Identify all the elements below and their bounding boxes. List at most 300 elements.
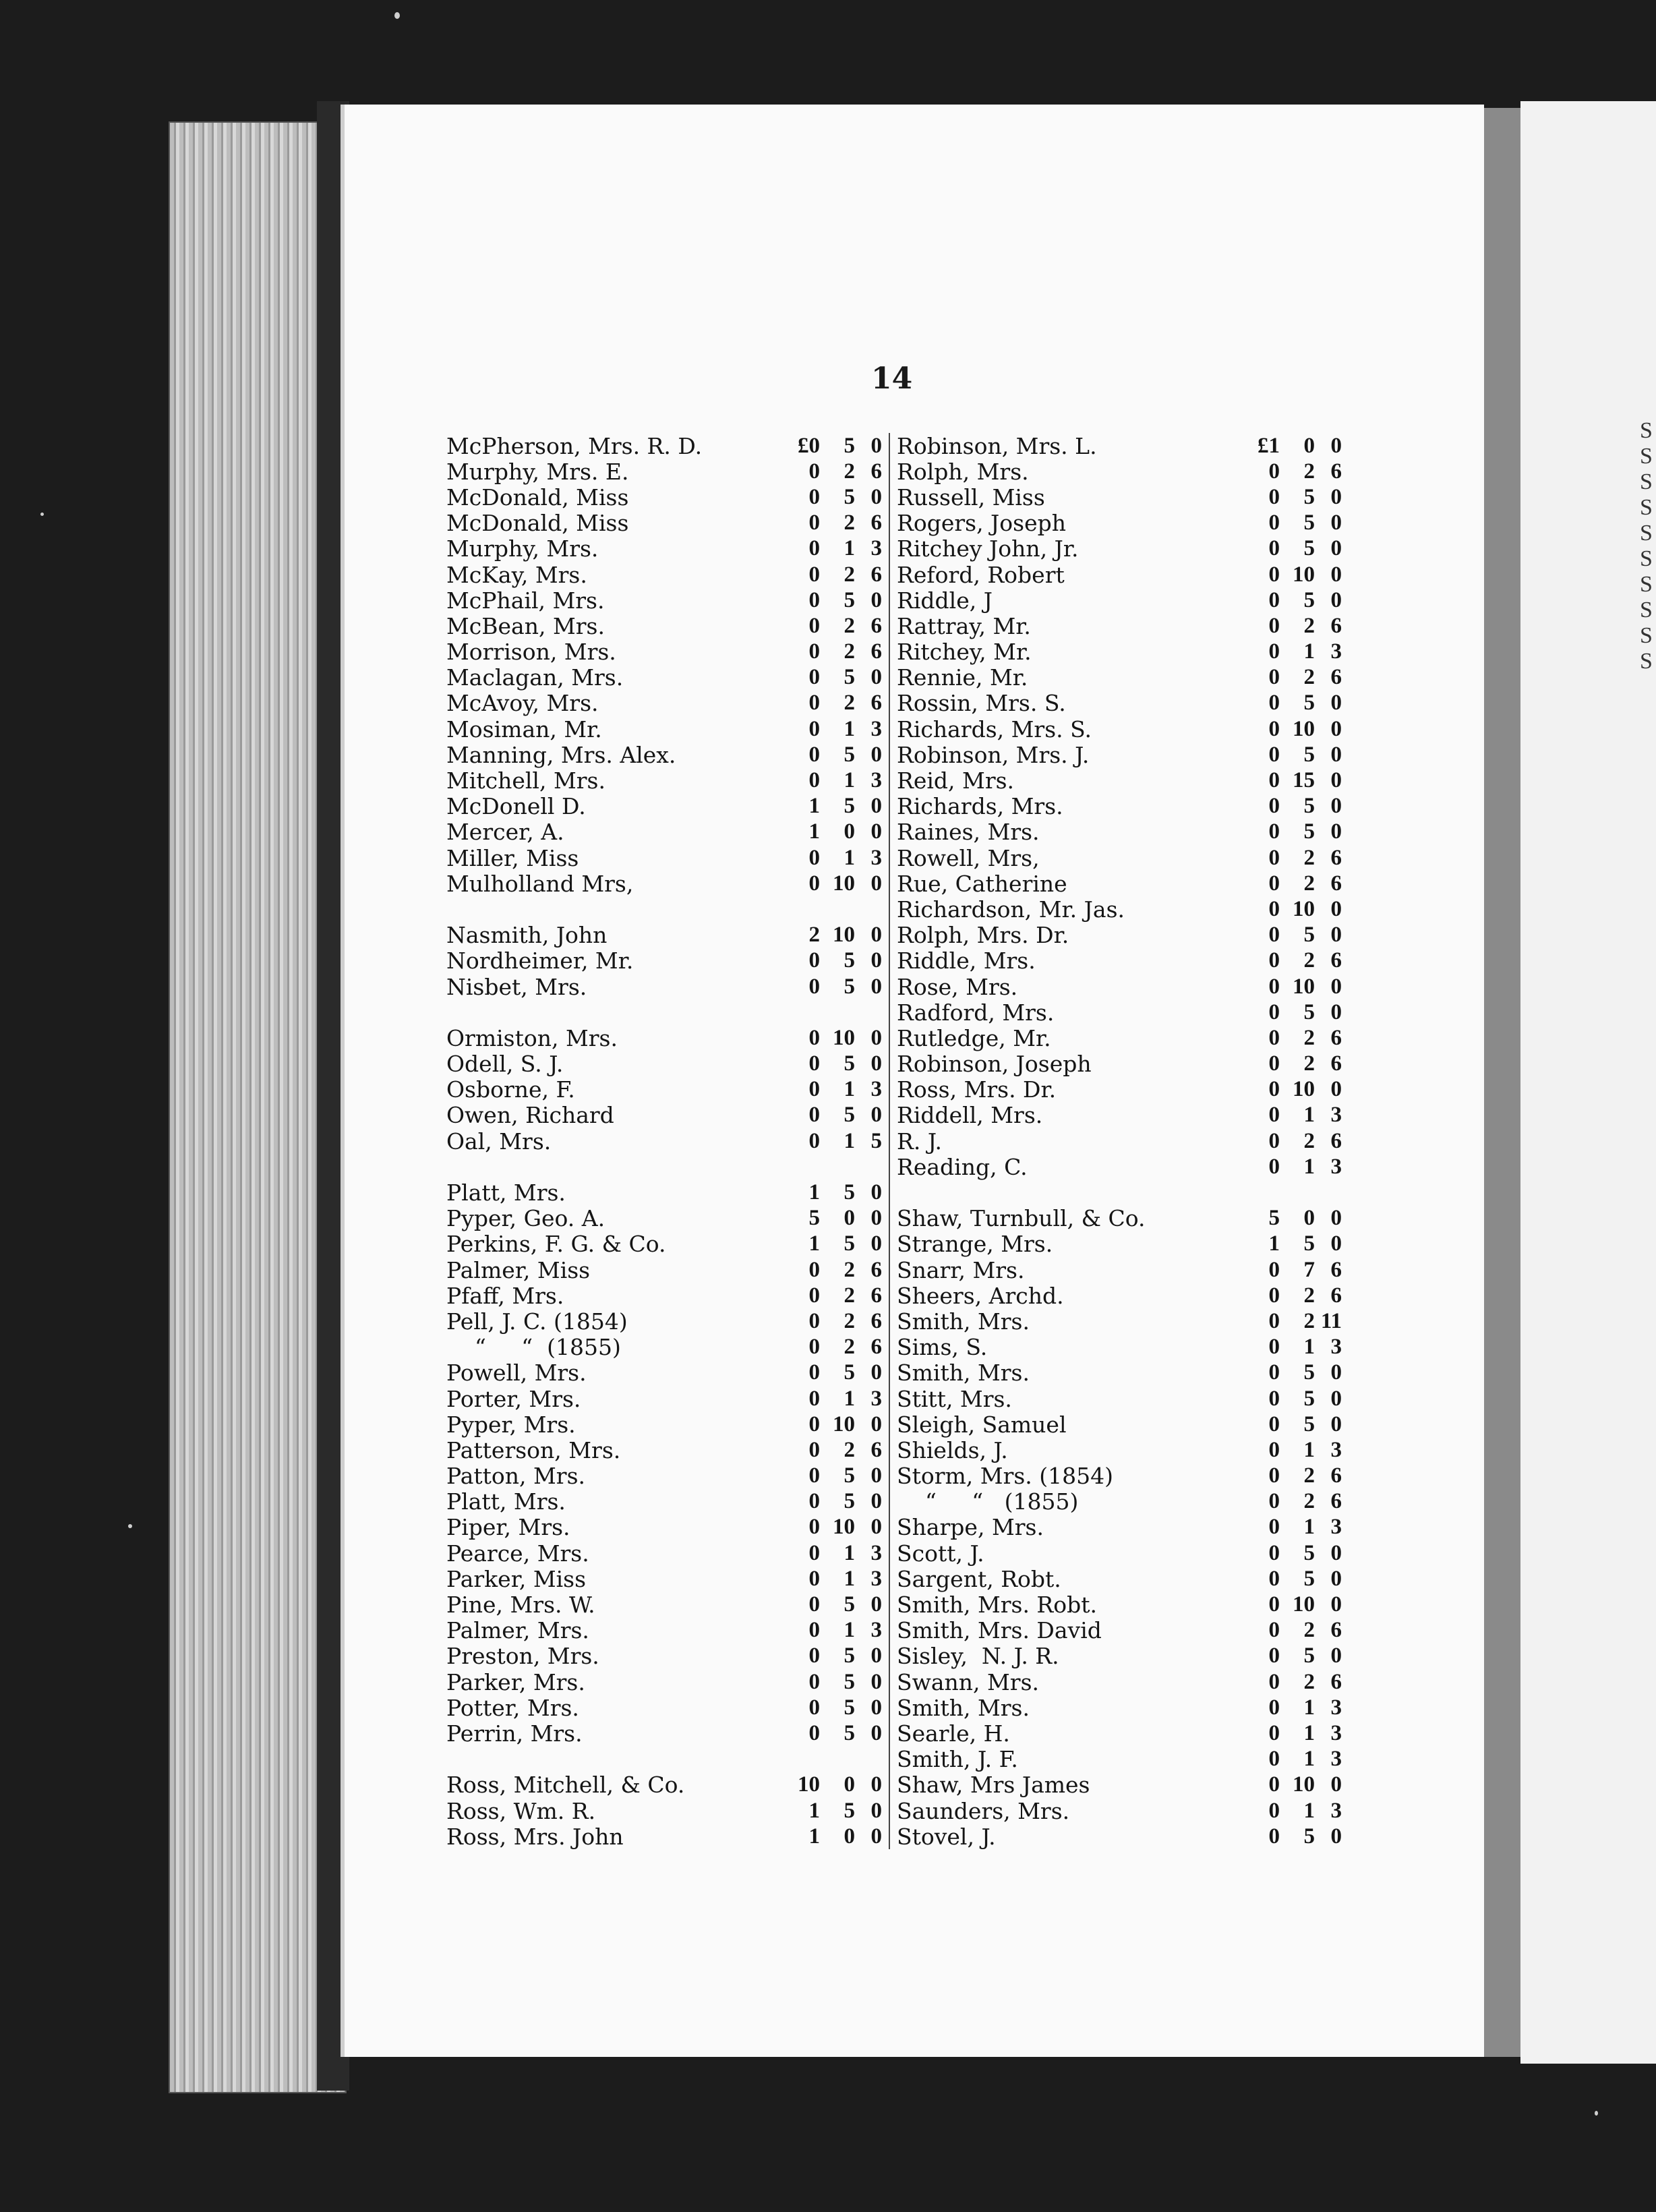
amount-pounds: 0 <box>808 1437 820 1462</box>
list-item <box>897 742 1342 767</box>
amount-shillings: 2 <box>844 613 855 638</box>
subscriber-name: Ritchey, Mr. <box>897 639 1032 666</box>
amount-pounds: 0 <box>808 768 820 793</box>
amount-pounds: 0 <box>808 1720 820 1745</box>
subscription-amount <box>1233 1155 1342 1180</box>
subscriber-name: Saunders, Mrs. <box>897 1797 1070 1824</box>
subscriber-name: R. J. <box>897 1128 942 1155</box>
amount-shillings: 5 <box>1303 691 1315 716</box>
amount-shillings: 5 <box>844 1669 855 1694</box>
list-item <box>897 511 1342 536</box>
amount-pounds: 0 <box>1268 1103 1280 1128</box>
list-item <box>446 999 882 1025</box>
subscription-amount <box>1233 614 1342 639</box>
amount-pence: 3 <box>870 716 882 741</box>
amount-shillings: 5 <box>1303 794 1315 819</box>
amount-pounds: 0 <box>808 1257 820 1282</box>
subscription-amount <box>1233 1283 1342 1308</box>
amount-pence: 0 <box>1330 1566 1342 1591</box>
amount-pounds: 0 <box>1268 1618 1280 1643</box>
amount-pence: 0 <box>1330 433 1342 458</box>
amount-shillings: 2 <box>844 639 855 664</box>
subscription-amount <box>773 1387 882 1411</box>
subscription-amount <box>773 1695 882 1720</box>
amount-pounds: 0 <box>808 1128 820 1153</box>
list-item <box>446 1695 882 1720</box>
amount-shillings: 2 <box>1303 613 1315 638</box>
list-item <box>446 1772 882 1798</box>
amount-pounds: 0 <box>1268 742 1280 767</box>
subscription-amount <box>773 614 882 639</box>
subscriber-name: Pearce, Mrs. <box>446 1540 589 1567</box>
amount-pence: 6 <box>870 1335 882 1360</box>
subscriber-name: Scott, J. <box>897 1540 984 1567</box>
amount-pence: 0 <box>1330 742 1342 767</box>
amount-pounds: 0 <box>808 871 820 896</box>
subscriber-name: Stovel, J. <box>897 1823 996 1850</box>
amount-shillings: 15 <box>1293 768 1315 793</box>
list-item <box>446 1824 882 1849</box>
list-item <box>446 665 882 691</box>
amount-pence: 3 <box>1330 1335 1342 1360</box>
subscriber-name: Rowell, Mrs, <box>897 844 1040 871</box>
subscriber-name: Sargent, Robt. <box>897 1565 1061 1592</box>
subscription-amount <box>773 768 882 793</box>
list-item <box>897 691 1342 716</box>
list-item <box>446 1411 882 1437</box>
list-item <box>446 871 882 896</box>
amount-pounds: 1 <box>808 1798 820 1823</box>
list-item <box>897 1103 1342 1128</box>
subscriber-name: Potter, Mrs. <box>446 1694 579 1721</box>
amount-pence: 0 <box>1330 1592 1342 1617</box>
amount-shillings: 10 <box>1293 1592 1315 1617</box>
amount-pence: 0 <box>1330 716 1342 741</box>
subscriber-name: Storm, Mrs. (1854) <box>897 1463 1113 1490</box>
subscription-amount <box>773 1051 882 1076</box>
amount-shillings: 10 <box>1293 562 1315 587</box>
list-item <box>446 1051 882 1077</box>
amount-pence: 0 <box>870 742 882 767</box>
amount-shillings: 1 <box>844 1618 855 1643</box>
amount-pounds: 0 <box>808 1411 820 1436</box>
list-item <box>446 716 882 742</box>
amount-pence: 0 <box>870 1720 882 1745</box>
subscription-amount <box>773 1670 882 1695</box>
subscriber-name: Porter, Mrs. <box>446 1385 581 1412</box>
amount-pence: 5 <box>870 1128 882 1153</box>
subscription-amount <box>773 1643 882 1668</box>
list-item <box>446 1540 882 1566</box>
edge-letter: S <box>1640 572 1653 597</box>
amount-shillings: 1 <box>844 716 855 741</box>
amount-pounds: 0 <box>808 1592 820 1617</box>
subscription-amount <box>1233 768 1342 793</box>
amount-pounds: 0 <box>808 1360 820 1385</box>
amount-pounds: 0 <box>1268 1772 1280 1797</box>
subscriber-name: McKay, Mrs. <box>446 561 587 588</box>
list-item <box>897 999 1342 1025</box>
amount-pence: 6 <box>870 691 882 716</box>
amount-shillings: 10 <box>833 1515 855 1540</box>
subscription-amount <box>1233 1515 1342 1540</box>
list-item <box>446 1360 882 1386</box>
subscriber-name: Rolph, Mrs. <box>897 458 1029 485</box>
amount-pence: 6 <box>1330 1489 1342 1514</box>
amount-shillings: 2 <box>1303 1283 1315 1308</box>
amount-pounds: 5 <box>1268 1206 1280 1231</box>
amount-pence: 0 <box>870 1463 882 1488</box>
amount-shillings: 1 <box>1303 1747 1315 1772</box>
list-item <box>897 923 1342 948</box>
amount-shillings: 5 <box>1303 1231 1315 1256</box>
subscription-amount <box>1233 1799 1342 1824</box>
amount-pounds: £1 <box>1258 433 1280 458</box>
amount-pence: 0 <box>1330 1386 1342 1411</box>
subscription-amount <box>773 1103 882 1128</box>
subscriber-name: McPhail, Mrs. <box>446 587 605 614</box>
subscription-amount <box>773 794 882 819</box>
subscription-amount <box>1233 1772 1342 1797</box>
subscription-amount <box>1233 485 1342 510</box>
scan-speck <box>1595 2111 1598 2116</box>
list-item <box>897 1618 1342 1643</box>
list-item <box>897 1463 1342 1489</box>
amount-pence: 0 <box>870 1592 882 1617</box>
amount-pounds: 0 <box>1268 768 1280 793</box>
amount-pounds: £0 <box>798 433 820 458</box>
subscription-amount <box>1233 459 1342 484</box>
subscription-amount <box>1233 1824 1342 1849</box>
amount-pounds: 0 <box>1268 1386 1280 1411</box>
amount-pence: 0 <box>1330 587 1342 612</box>
subscription-amount <box>1233 1463 1342 1488</box>
edge-letter: S <box>1640 495 1653 520</box>
subscriber-name: Smith, Mrs. Robt. <box>897 1592 1098 1619</box>
edge-letter: S <box>1640 418 1653 443</box>
list-item <box>446 1437 882 1463</box>
subscription-amount <box>773 691 882 716</box>
subscriber-name: Sharpe, Mrs. <box>897 1514 1044 1541</box>
subscriber-name: Morrison, Mrs. <box>446 639 616 666</box>
subscription-amount <box>1233 1335 1342 1360</box>
amount-pence: 3 <box>1330 1437 1342 1462</box>
amount-pounds: 0 <box>808 511 820 535</box>
amount-pence: 6 <box>870 562 882 587</box>
subscriber-name: Riddle, J <box>897 587 993 614</box>
subscription-amount <box>773 1360 882 1385</box>
amount-shillings: 1 <box>844 536 855 561</box>
subscriber-name: Platt, Mrs. <box>446 1180 566 1206</box>
amount-pence: 0 <box>870 923 882 948</box>
subscriber-name: McPherson, Mrs. R. D. <box>446 432 703 459</box>
amount-pounds: 0 <box>1268 948 1280 973</box>
subscriber-name: Nasmith, John <box>446 922 608 949</box>
list-item <box>897 974 1342 999</box>
subscription-amount <box>773 485 882 510</box>
subscription-amount <box>773 923 882 948</box>
amount-pence: 6 <box>1330 1128 1342 1153</box>
amount-pence: 0 <box>870 794 882 819</box>
amount-shillings: 5 <box>844 974 855 999</box>
amount-shillings: 5 <box>1303 819 1315 844</box>
amount-pounds: 0 <box>1268 1077 1280 1102</box>
amount-pence: 6 <box>870 1308 882 1333</box>
list-item <box>446 536 882 562</box>
amount-pounds: 0 <box>1268 1283 1280 1308</box>
subscriber-name: Rolph, Mrs. Dr. <box>897 922 1069 949</box>
amount-shillings: 5 <box>1303 1411 1315 1436</box>
amount-shillings: 2 <box>844 511 855 535</box>
amount-shillings: 5 <box>1303 742 1315 767</box>
subscriber-name: Smith, Mrs. <box>897 1360 1030 1387</box>
amount-shillings: 5 <box>1303 484 1315 509</box>
amount-pence: 3 <box>1330 1720 1342 1745</box>
amount-shillings: 1 <box>1303 1437 1315 1462</box>
amount-pounds: 0 <box>1268 896 1280 921</box>
list-item <box>446 1335 882 1360</box>
subscriber-name: Shaw, Mrs James <box>897 1772 1090 1799</box>
subscription-amount <box>1233 1541 1342 1566</box>
subscriber-name: Richards, Mrs. S. <box>897 716 1092 743</box>
list-item <box>446 1720 882 1746</box>
amount-pence: 0 <box>1330 999 1342 1024</box>
subscriber-name: Reid, Mrs. <box>897 767 1015 794</box>
amount-pounds: 0 <box>808 536 820 561</box>
subscriber-name: McDonell D. <box>446 793 586 820</box>
amount-pence: 0 <box>870 484 882 509</box>
amount-shillings: 5 <box>1303 1566 1315 1591</box>
subscription-amount <box>1233 536 1342 561</box>
list-item <box>446 1566 882 1592</box>
list-item <box>446 484 882 510</box>
subscription-amount <box>1233 871 1342 896</box>
subscription-amount <box>1233 511 1342 535</box>
subscription-amount <box>773 1515 882 1540</box>
amount-shillings: 2 <box>1303 948 1315 973</box>
subscriber-name: Osborne, F. <box>446 1076 575 1103</box>
subscriber-name: “ “ (1855) <box>897 1488 1079 1515</box>
list-item <box>446 794 882 819</box>
amount-pence: 6 <box>870 459 882 484</box>
amount-shillings: 5 <box>844 433 855 458</box>
amount-pence: 0 <box>870 1772 882 1797</box>
amount-pence: 3 <box>1330 1695 1342 1720</box>
amount-shillings: 5 <box>844 1103 855 1128</box>
amount-pounds: 0 <box>808 1335 820 1360</box>
amount-pounds: 0 <box>1268 1489 1280 1514</box>
amount-pence: 6 <box>870 1283 882 1308</box>
subscriber-name: Ormiston, Mrs. <box>446 1024 618 1051</box>
amount-shillings: 5 <box>844 1798 855 1823</box>
list-item <box>446 1798 882 1824</box>
amount-pounds: 1 <box>808 1180 820 1205</box>
subscription-amount <box>1233 1077 1342 1102</box>
list-item <box>446 613 882 639</box>
list-item <box>446 1077 882 1103</box>
list-item <box>897 1515 1342 1540</box>
subscriber-name: Swann, Mrs. <box>897 1668 1040 1695</box>
subscriber-name: Nisbet, Mrs. <box>446 973 587 1000</box>
list-item <box>897 1566 1342 1592</box>
list-item <box>897 819 1342 845</box>
amount-pence: 0 <box>870 1643 882 1668</box>
subscriber-name: Palmer, Mrs. <box>446 1617 589 1644</box>
subscription-amount <box>773 1567 882 1592</box>
amount-shillings: 0 <box>844 1772 855 1797</box>
subscription-amount <box>773 846 882 871</box>
amount-pence: 0 <box>870 1231 882 1256</box>
amount-pounds: 0 <box>1268 691 1280 716</box>
subscriber-name: Mosiman, Mr. <box>446 716 602 743</box>
amount-pounds: 0 <box>1268 1515 1280 1540</box>
list-item <box>897 871 1342 896</box>
list-item <box>446 923 882 948</box>
subscriber-name: McDonald, Miss <box>446 510 629 537</box>
subscriber-name: Pyper, Geo. A. <box>446 1205 605 1232</box>
subscriber-name: Patterson, Mrs. <box>446 1436 621 1463</box>
amount-shillings: 1 <box>844 1540 855 1565</box>
amount-pence: 6 <box>870 511 882 535</box>
amount-pence: 0 <box>870 1180 882 1205</box>
list-item <box>897 613 1342 639</box>
subscriber-name: Patton, Mrs. <box>446 1463 586 1490</box>
amount-pence: 0 <box>870 1798 882 1823</box>
list-item <box>897 1489 1342 1515</box>
amount-shillings: 1 <box>844 1386 855 1411</box>
list-item <box>897 536 1342 562</box>
amount-pence: 3 <box>870 536 882 561</box>
amount-pounds: 0 <box>1268 1308 1280 1333</box>
amount-pence: 0 <box>1330 691 1342 716</box>
amount-shillings: 1 <box>1303 1154 1315 1179</box>
amount-shillings: 2 <box>844 1257 855 1282</box>
subscriber-name: “ “ (1855) <box>446 1334 621 1361</box>
amount-shillings: 5 <box>1303 536 1315 561</box>
subscription-amount <box>1233 1258 1342 1283</box>
amount-pounds: 0 <box>1268 1747 1280 1772</box>
amount-pounds: 0 <box>1268 1592 1280 1617</box>
amount-pounds: 0 <box>1268 665 1280 690</box>
subscription-amount <box>773 1412 882 1437</box>
amount-shillings: 1 <box>1303 1103 1315 1128</box>
list-item <box>897 1540 1342 1566</box>
subscription-amount <box>773 665 882 690</box>
amount-pounds: 0 <box>1268 1437 1280 1462</box>
subscriber-name: Pell, J. C. (1854) <box>446 1308 628 1335</box>
subscription-amount <box>1233 1592 1342 1617</box>
list-item <box>446 1592 882 1617</box>
amount-pounds: 0 <box>808 742 820 767</box>
subscription-amount <box>773 1231 882 1256</box>
amount-pounds: 0 <box>1268 1720 1280 1745</box>
amount-shillings: 0 <box>844 819 855 844</box>
amount-pence: 0 <box>1330 1077 1342 1102</box>
subscription-amount <box>1233 1747 1342 1772</box>
subscription-amount <box>1233 1721 1342 1746</box>
list-item <box>897 484 1342 510</box>
list-item <box>446 433 882 459</box>
list-item <box>897 767 1342 793</box>
subscription-amount <box>773 871 882 896</box>
list-item <box>446 1515 882 1540</box>
subscription-amount <box>773 511 882 535</box>
amount-pounds: 0 <box>808 948 820 973</box>
amount-pence: 0 <box>870 819 882 844</box>
amount-shillings: 5 <box>844 1643 855 1668</box>
amount-pounds: 0 <box>1268 1695 1280 1720</box>
amount-shillings: 5 <box>844 1463 855 1488</box>
list-item <box>897 1335 1342 1360</box>
amount-shillings: 2 <box>1303 1463 1315 1488</box>
amount-pence: 0 <box>870 1515 882 1540</box>
amount-shillings: 5 <box>844 1051 855 1076</box>
subscriber-name: Strange, Mrs. <box>897 1231 1053 1258</box>
subscriber-name: Oal, Mrs. <box>446 1128 552 1155</box>
amount-pence: 0 <box>870 665 882 690</box>
subscription-amount <box>773 1258 882 1283</box>
amount-shillings: 5 <box>844 794 855 819</box>
subscription-amount <box>1233 974 1342 999</box>
amount-pounds: 0 <box>808 484 820 509</box>
edge-letter: S <box>1640 521 1653 546</box>
list-item <box>446 767 882 793</box>
amount-pounds: 0 <box>808 587 820 612</box>
subscriber-name: McDonald, Miss <box>446 484 629 511</box>
amount-pounds: 0 <box>808 639 820 664</box>
subscription-amount <box>773 1206 882 1231</box>
amount-pence: 0 <box>1330 1540 1342 1565</box>
amount-pence: 3 <box>1330 639 1342 664</box>
subscriber-name: Ross, Mitchell, & Co. <box>446 1772 685 1799</box>
amount-shillings: 1 <box>844 845 855 870</box>
subscriber-name: Parker, Mrs. <box>446 1668 585 1695</box>
amount-pence: 11 <box>1320 1308 1342 1333</box>
amount-pence: 6 <box>1330 1283 1342 1308</box>
amount-pounds: 0 <box>1268 511 1280 535</box>
subscriber-name: Murphy, Mrs. <box>446 535 599 562</box>
list-item <box>446 511 882 536</box>
subscriber-name: Nordheimer, Mr. <box>446 948 634 974</box>
subscription-amount <box>1233 794 1342 819</box>
subscription-amount <box>1233 897 1342 922</box>
amount-pounds: 0 <box>1268 794 1280 819</box>
amount-pence: 0 <box>870 974 882 999</box>
subscriber-name: Smith, J. F. <box>897 1746 1018 1773</box>
amount-pence: 0 <box>1330 1643 1342 1668</box>
amount-shillings: 5 <box>844 1360 855 1385</box>
amount-shillings: 0 <box>1303 1206 1315 1231</box>
amount-shillings: 5 <box>1303 587 1315 612</box>
list-item <box>897 1308 1342 1334</box>
subscription-amount <box>1233 1103 1342 1128</box>
subscriber-name: Owen, Richard <box>446 1102 614 1129</box>
amount-pounds: 0 <box>1268 639 1280 664</box>
amount-pence: 3 <box>1330 1154 1342 1179</box>
list-item <box>446 1025 882 1051</box>
amount-pounds: 0 <box>808 1386 820 1411</box>
subscription-amount <box>1233 923 1342 948</box>
amount-pounds: 0 <box>1268 613 1280 638</box>
amount-shillings: 1 <box>1303 639 1315 664</box>
amount-pounds: 0 <box>1268 999 1280 1024</box>
scan-speck <box>40 513 44 516</box>
list-item <box>897 1231 1342 1257</box>
amount-shillings: 5 <box>844 1695 855 1720</box>
list-item <box>897 1824 1342 1849</box>
amount-shillings: 5 <box>1303 999 1315 1024</box>
list-item <box>897 665 1342 691</box>
